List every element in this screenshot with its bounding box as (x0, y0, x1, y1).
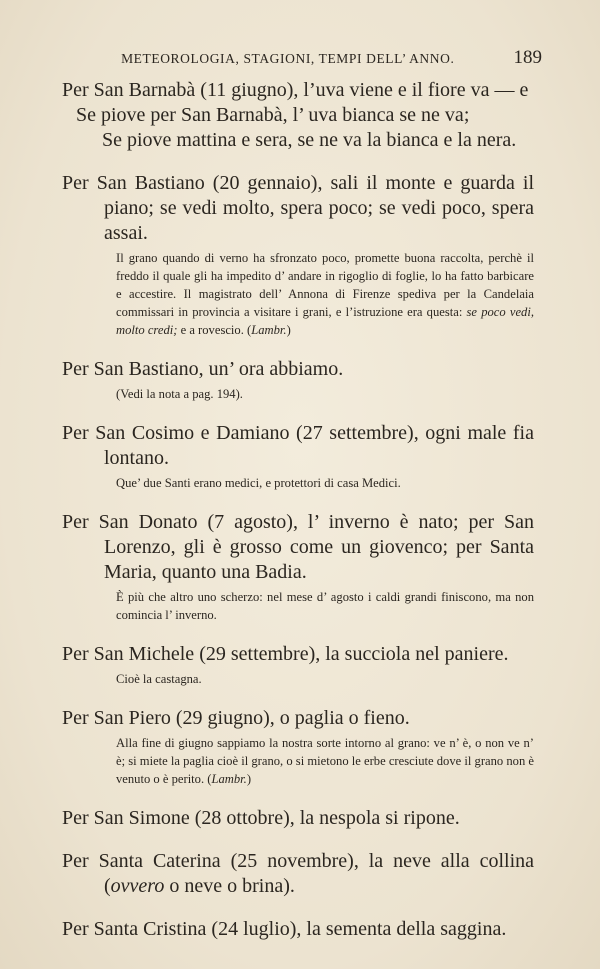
proverb-entry (62, 849, 534, 899)
proverb-entry (62, 171, 534, 339)
proverb-verse-line: Se piove per San Barnabà, l’ uva bianca se ne va; (76, 104, 470, 126)
proverb-verse-line: Se piove mattina e sera, se ne va la bianca e la nera. (102, 129, 517, 151)
note-text: e a rovescio. ( (177, 323, 252, 337)
proverb-note: È più che altro uno scherzo: nel mese d’ agosto i caldi grandi finiscono, ma non comincia l’ inverno. (116, 590, 534, 622)
proverb-entry (62, 642, 534, 688)
page-number: 189 (513, 47, 542, 68)
proverb-text: Per San Piero (29 giugno), o paglia o fieno. (62, 707, 410, 729)
note-text: Il grano quando di verno ha sfronzato poco, promette buona raccolta, perchè il freddo il quale gli ha impedito d’ andare in rigoglio di foglie, lo ha fatto barbicare e accestire. Il magistrato dell’ Annona di Firenze spediva per la Candelaia commissari in provincia a visitare i grani, e l’istruzione era questa: (116, 251, 534, 319)
proverb-note: Cioè la castagna. (116, 672, 202, 686)
proverb-note: (Vedi la nota a pag. 194). (116, 387, 243, 401)
page-body (62, 78, 534, 942)
proverb-text: Per San Cosimo e Damiano (27 settembre), ogni male fia lontano. (62, 422, 534, 469)
note-source: Lambr. (251, 323, 287, 337)
proverb-text: Per San Simone (28 ottobre), la nespola si ripone. (62, 807, 460, 829)
proverb-text-part: Per Santa Caterina (25 novembre), la neve alla collina ( (62, 850, 534, 897)
proverb-text: Per San Michele (29 settembre), la succiola nel paniere. (62, 643, 509, 665)
note-source: Lambr. (211, 772, 247, 786)
note-emphasis: se poco vedi, molto credi; (116, 305, 534, 337)
proverb-note: Que’ due Santi erano medici, e protettori di casa Medici. (116, 476, 401, 490)
proverb-text: Per Santa Cristina (24 luglio), la sementa della saggina. (62, 918, 507, 940)
proverb-text: Per San Bastiano, un’ ora abbiamo. (62, 358, 344, 380)
proverb-entry (62, 917, 534, 942)
proverb-note (62, 734, 534, 788)
proverb-entry (62, 806, 534, 831)
proverb-text: Per San Bastiano (20 gennaio), sali il monte e guarda il piano; se vedi molto, spera poco; se vedi poco, spera assai. (62, 172, 534, 244)
proverb-note (62, 249, 534, 339)
proverb-text-part: o neve o brina). (164, 875, 295, 897)
proverb-emphasis: ovvero (110, 875, 165, 897)
proverb-entry (62, 421, 534, 492)
running-head: METEOROLOGIA, STAGIONI, TEMPI DELL’ ANNO. (121, 51, 455, 66)
proverb-entry (62, 706, 534, 788)
proverb-entry (62, 510, 534, 624)
proverb-entry (62, 357, 534, 403)
note-text: Alla fine di giugno sappiamo la nostra sorte intorno al grano: ve n’ è, o non ve n’ è; si miete la paglia cioè il grano, o si mietono le erbe cresciute dove il grano non è venuto o è perito. ( (116, 736, 534, 786)
note-text: ) (286, 323, 291, 337)
page-header (70, 47, 542, 69)
note-text: ) (246, 772, 252, 786)
proverb-text (62, 849, 534, 899)
proverb-text: Per San Barnabà (11 giugno), l’uva viene e il fiore va — e (62, 79, 529, 101)
proverb-entry (62, 78, 534, 153)
proverb-text: Per San Donato (7 agosto), l’ inverno è nato; per San Lorenzo, gli è grosso come un giovenco; per Santa Maria, quanto una Badia. (62, 511, 534, 583)
